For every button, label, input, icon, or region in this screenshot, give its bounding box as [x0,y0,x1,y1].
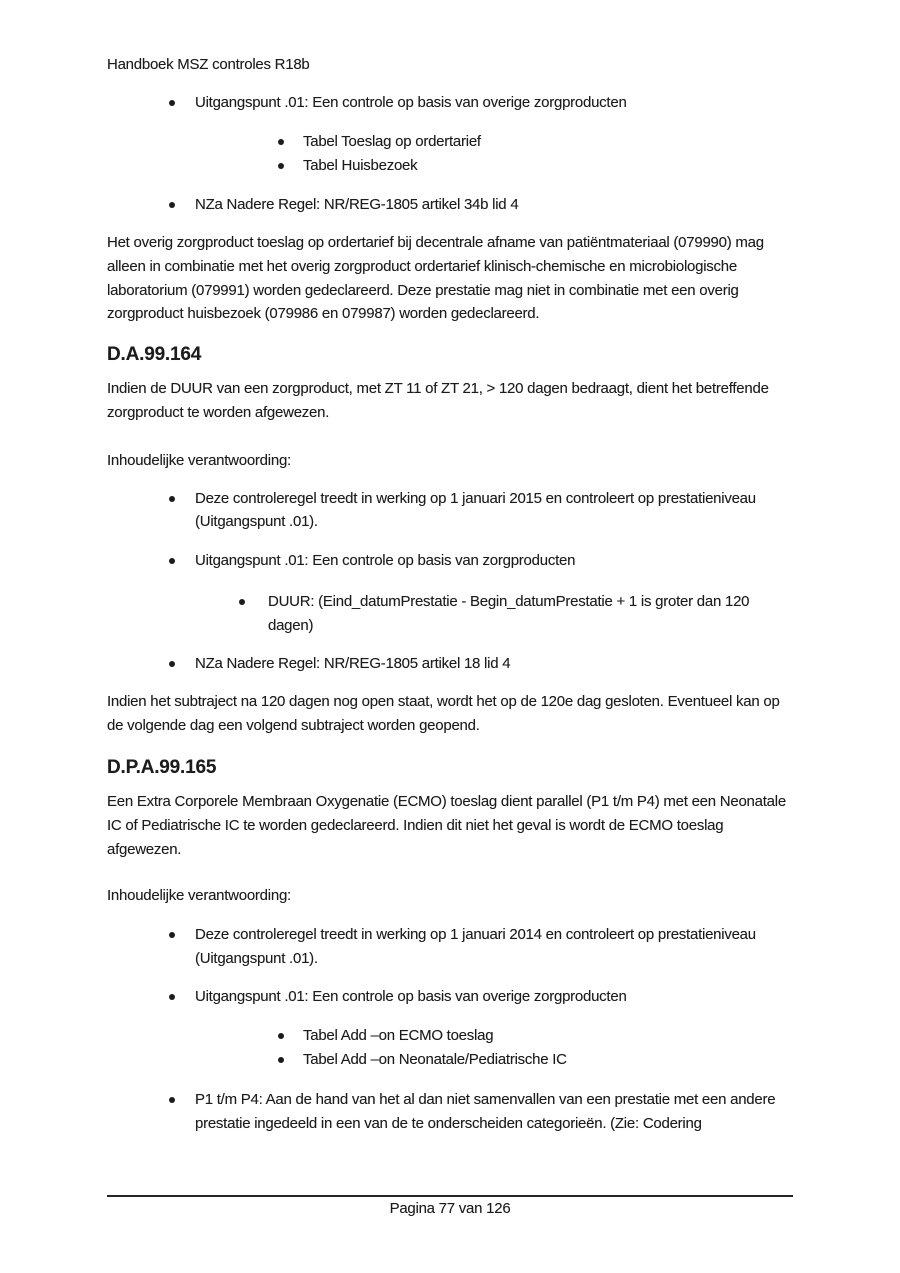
list-item [107,1088,793,1136]
bullet-icon [278,1033,284,1039]
verantwoording-label: Inhoudelijke verantwoording: [107,887,291,905]
bullet-icon [169,100,175,106]
footer-page-number: Pagina 77 van 126 [389,1200,511,1217]
bullet-icon [278,139,284,145]
list-item [107,652,793,676]
verantwoording-label: Inhoudelijke verantwoording: [107,451,291,469]
list-item [107,91,793,115]
list-item [107,1024,793,1048]
list-item [107,193,793,217]
bullet-icon [169,496,175,502]
list-item [107,1048,793,1072]
list-item-text: Uitgangspunt .01: Een controle op basis van zorgproducten [195,552,576,570]
bullet-icon [278,163,284,169]
page-content [107,53,793,1136]
list-item [107,985,793,1009]
list-item-text: Uitgangspunt .01: Een controle op basis van overige zorgproducten [195,987,627,1005]
bullet-icon [169,1097,175,1103]
list-item [107,923,793,971]
list-item [107,549,793,573]
bullet-icon [169,932,175,938]
section-intro-paragraph: Een Extra Corporele Membraan Oxygenatie (ECMO) toeslag dient parallel (P1 t/m P4) met een Neonatale IC of Pediatrische IC te worden gedeclareerd. Indien dit niet het geval is wordt de ECMO toeslag afgewezen. [107,792,786,858]
list-item-text: Tabel Huisbezoek [303,157,418,175]
list-item-text: DUUR: (Eind_datumPrestatie - Begin_datumPrestatie + 1 is groter dan 120 dagen) [268,592,750,634]
section-heading-164: D.A.99.164 [107,344,202,366]
bullet-icon [169,202,175,208]
bullet-icon [278,1057,284,1063]
list-item-text: Tabel Toeslag op ordertarief [303,132,481,150]
list-item [107,130,793,154]
section-heading-165: D.P.A.99.165 [107,756,217,778]
document-header-title: Handboek MSZ controles R18b [107,56,310,73]
list-item-text: P1 t/m P4: Aan de hand van het al dan niet samenvallen van een prestatie met een andere prestatie ingedeeld in een van de te onderscheiden categorieën. (Zie: Codering [195,1091,776,1132]
page-footer [107,1195,793,1221]
list-item [107,487,793,535]
list-item-text: Deze controleregel treedt in werking op 1 januari 2015 en controleert op prestatieniveau (Uitgangspunt .01). [195,489,756,531]
list-item-text: NZa Nadere Regel: NR/REG-1805 artikel 34b lid 4 [195,196,519,214]
list-item [107,590,793,638]
section-intro-paragraph: Indien de DUUR van een zorgproduct, met ZT 11 of ZT 21, > 120 dagen bedraagt, dient het betreffende zorgproduct te worden afgewezen. [107,380,769,421]
bullet-icon [169,661,175,667]
list-item-text: Tabel Add –on Neonatale/Pediatrische IC [303,1051,567,1069]
bullet-icon [239,599,245,605]
bullet-icon [169,558,175,564]
body-paragraph: Het overig zorgproduct toeslag op ordertarief bij decentrale afname van patiëntmateriaal (079990) mag alleen in combinatie met het overig zorgproduct ordertarief klinisch-chemische en microbiologische laboratorium (079991) worden gedeclareerd. Deze prestatie mag niet in combinatie met een overig zorgproduct huisbezoek (079986 en 079987) worden gedeclareerd. [107,233,764,323]
bullet-icon [169,994,175,1000]
section-outro-paragraph: Indien het subtraject na 120 dagen nog open staat, wordt het op de 120e dag gesloten. Eventueel kan op de volgende dag een volgend subtraject worden geopend. [107,693,780,735]
list-item-text: Uitgangspunt .01: Een controle op basis van overige zorgproducten [195,93,627,111]
list-item-text: NZa Nadere Regel: NR/REG-1805 artikel 18 lid 4 [195,654,511,672]
list-item [107,154,793,178]
list-item-text: Deze controleregel treedt in werking op 1 januari 2014 en controleert op prestatieniveau (Uitgangspunt .01). [195,926,756,967]
list-item-text: Tabel Add –on ECMO toeslag [303,1026,494,1044]
